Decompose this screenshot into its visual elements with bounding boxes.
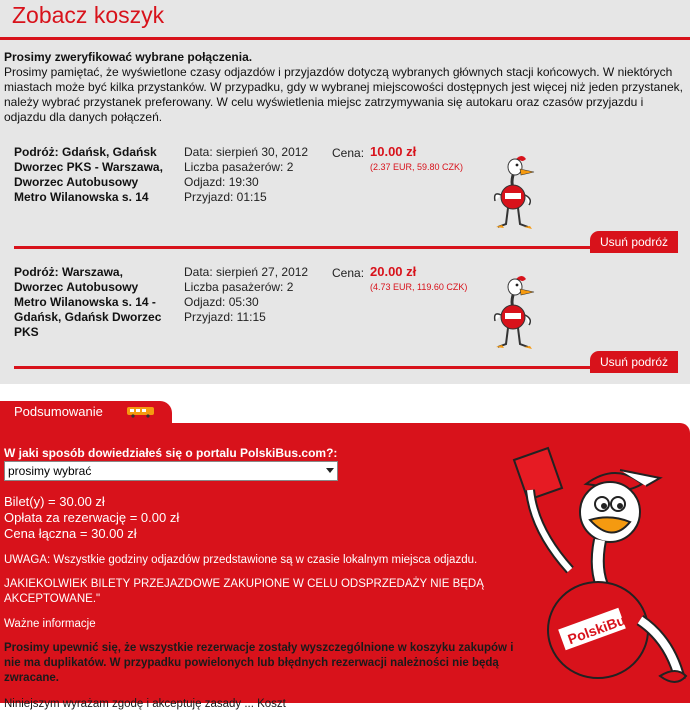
verification-notice (4, 50, 684, 125)
price-label: Cena: (332, 266, 365, 280)
price-totals (4, 494, 179, 542)
resale-warning: JAKIEKOLWIEK BILETY PRZEJAZDOWE ZAKUPIONE W CELU ODSPRZEDAŻY NIE BĘDĄ AKCEPTOWANE." (4, 578, 484, 605)
trip-route: Podróż: Gdańsk, Gdańsk Dworzec PKS - Warszawa, Dworzec Autobusowy Metro Wilanowska s. 14 (14, 145, 163, 204)
trip-date: Data: sierpień 30, 2012 (184, 145, 309, 159)
title-divider (0, 37, 690, 40)
trip-details (184, 145, 334, 205)
trip-divider (14, 246, 676, 249)
terms-text: Niniejszym wyrażam zgodę i akceptuję zasady ... Koszt (4, 698, 286, 710)
price-label: Cena: (332, 146, 365, 160)
trip-arrival: Przyjazd: 11:15 (184, 310, 266, 324)
trip-details (184, 265, 334, 325)
grand-total: Cena łączna = 30.00 zł (4, 526, 137, 541)
trip-departure: Odjazd: 05:30 (184, 295, 259, 309)
polskibus-mascot-icon (500, 440, 690, 700)
polskibus-mascot-icon (488, 151, 538, 231)
remove-trip-button[interactable]: Usuń podróż (590, 231, 678, 253)
trip-route: Podróż: Warszawa, Dworzec Autobusowy Metro Wilanowska s. 14 - Gdańsk, Gdańsk Dworzec PKS (14, 265, 162, 339)
trip-price-converted: (2.37 EUR, 59.80 CZK) (370, 162, 464, 172)
chevron-down-icon (326, 468, 334, 473)
duplicate-warning: Prosimy upewnić się, że wszystkie rezerwacje zostały wyszczególnione w koszyku zakupów i nie ma duplikatów. W przypadku powielonych lub błędnych rezerwacji należności nie będą zwracane. (4, 642, 514, 684)
referral-question: W jaki sposób dowiedziałeś się o portalu PolskiBus.com?: (4, 446, 338, 460)
trip-item (0, 143, 690, 253)
trip-price: 10.00 zł (370, 144, 417, 159)
trip-arrival: Przyjazd: 01:15 (184, 190, 267, 204)
remove-trip-button[interactable]: Usuń podróż (590, 351, 678, 373)
important-info-heading: Ważne informacje (4, 618, 96, 630)
bus-icon (126, 406, 156, 418)
trip-passengers: Liczba pasażerów: 2 (184, 280, 294, 294)
trip-item (0, 263, 690, 373)
timezone-warning: UWAGA: Wszystkie godziny odjazdów przedstawione są w czasie lokalnym miejsca odjazdu. (4, 554, 478, 566)
trip-date: Data: sierpień 27, 2012 (184, 265, 309, 279)
tickets-total: Bilet(y) = 30.00 zł (4, 494, 105, 509)
notice-body: Prosimy pamiętać, że wyświetlone czasy odjazdów i przyjazdów dotyczą wybranych głównych stacji końcowych. W niektórych miastach może być kilka przystanków. W przypadku, gdy w wybranej miejscowości dostępnych jest więcej niż jeden przystanek, należy wybrać przystanek preferowany. W celu wyświetlenia miejsc zatrzymywania się autokaru oraz czasów przyjazdu i odjazdu dla danych połączeń. (4, 65, 683, 124)
referral-select-value: prosimy wybrać (8, 464, 92, 478)
referral-select[interactable] (4, 461, 338, 481)
booking-fee: Opłata za rezerwację = 0.00 zł (4, 510, 180, 525)
trip-price-converted: (4.73 EUR, 119.60 CZK) (370, 282, 468, 292)
trip-price: 20.00 zł (370, 264, 417, 279)
polskibus-mascot-icon (488, 271, 538, 351)
trip-divider (14, 366, 676, 369)
summary-tab (0, 401, 172, 423)
page-title: Zobacz koszyk (12, 2, 165, 28)
svg-text:PolskiBus: PolskiBus (565, 609, 635, 648)
summary-tab-label: Podsumowanie (14, 404, 103, 419)
trip-departure: Odjazd: 19:30 (184, 175, 259, 189)
trip-passengers: Liczba pasażerów: 2 (184, 160, 294, 174)
notice-heading: Prosimy zweryfikować wybrane połączenia. (4, 50, 253, 64)
